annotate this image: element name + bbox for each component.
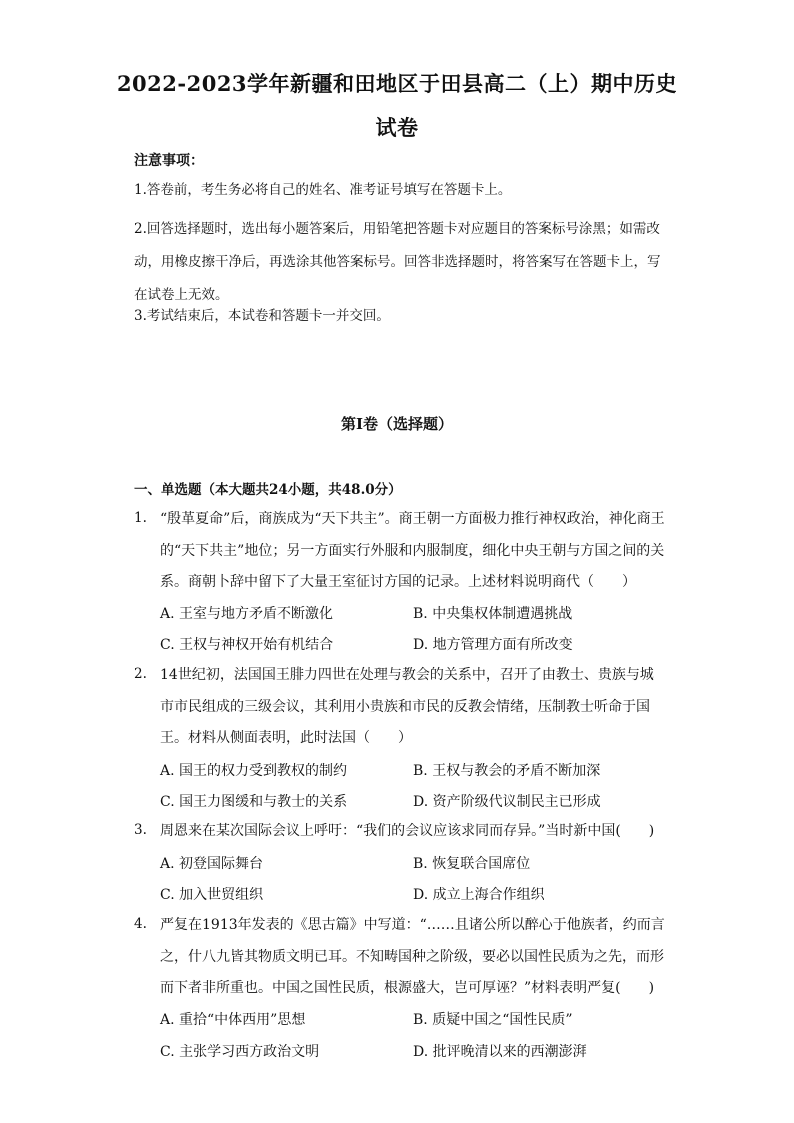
question-option: B. 恢复联合国席位	[413, 856, 531, 872]
question-option: C. 王权与神权开始有机结合	[160, 637, 334, 653]
question-option: C. 加入世贸组织	[160, 887, 264, 903]
question-option: A. 国王的权力受到教权的制约	[160, 763, 348, 779]
question-number: 1.	[134, 510, 147, 526]
question-option: C. 主张学习西方政治文明	[160, 1044, 320, 1060]
question-option: D. 资产阶级代议制民主已形成	[413, 794, 601, 810]
question-number: 2.	[134, 666, 147, 682]
notice-item-3: 3.考试结束后，本试卷和答题卡一并交回。	[134, 308, 390, 324]
part-heading: 一、单选题（本大题共24小题，共48.0分）	[134, 482, 402, 498]
question-option: B. 中央集权体制遭遇挑战	[413, 606, 573, 622]
question-number: 3.	[134, 822, 147, 838]
question-stem: “殷革夏命”后，商族成为“天下共主”。商王朝一方面极力推行神权政治，神化商王的“天下共主”地位；另一方面实行外服和内服制度，细化中央王朝与方国之间的关系。商朝卜辞中留下了大量王室征讨方国的记录。上述材料说明商代（ ）	[160, 511, 665, 590]
exam-title-line2: 试卷	[375, 115, 419, 140]
question-number: 4.	[134, 916, 147, 932]
question-option: A. 王室与地方矛盾不断激化	[160, 606, 334, 622]
question-stem: 严复在1913年发表的《思古篇》中写道：“……且诸公所以醉心于他族者，约而言之，什八九皆其物质文明已耳。不知畴国种之阶级，要必以国性民质为之先，而形而下者非所重也。中国之国性民质，根源盛大，岂可厚诬？”材料表明严复( )	[160, 917, 665, 996]
question-stem: 周恩来在某次国际会议上呼吁：“我们的会议应该求同而存异。”当时新中国( )	[160, 823, 655, 839]
question-stem: 14世纪初，法国国王腓力四世在处理与教会的关系中，召开了由教士、贵族与城市市民组成的三级会议，其利用小贵族和市民的反教会情绪，压制教士听命于国王。材料从侧面表明，此时法国（ ）	[160, 667, 654, 746]
notice-item-1: 1.答卷前，考生务必将自己的姓名、准考证号填写在答题卡上。	[134, 182, 512, 198]
question-option: D. 地方管理方面有所改变	[413, 637, 573, 653]
question-option: D. 批评晚清以来的西潮澎湃	[413, 1044, 587, 1060]
exam-title-line1: 2022-2023学年新疆和田地区于田县高二（上）期中历史	[116, 71, 678, 96]
question-option: A. 重拾“中体西用”思想	[160, 1012, 306, 1028]
question-option: D. 成立上海合作组织	[413, 887, 545, 903]
question-option: C. 国王力图缓和与教士的关系	[160, 794, 348, 810]
question-option: A. 初登国际舞台	[160, 856, 264, 872]
notice-item-2: 2.回答选择题时，选出每小题答案后，用铅笔把答题卡对应题目的答案标号涂黑；如需改动，用橡皮擦干净后，再选涂其他答案标号。回答非选择题时，将答案写在答题卡上，写在试卷上无效。	[134, 221, 661, 303]
question-option: B. 王权与教会的矛盾不断加深	[413, 763, 601, 779]
notice-heading: 注意事项：	[134, 153, 204, 169]
section-title: 第I卷（选择题）	[340, 415, 454, 433]
question-option: B. 质疑中国之“国性民质”	[413, 1012, 573, 1028]
